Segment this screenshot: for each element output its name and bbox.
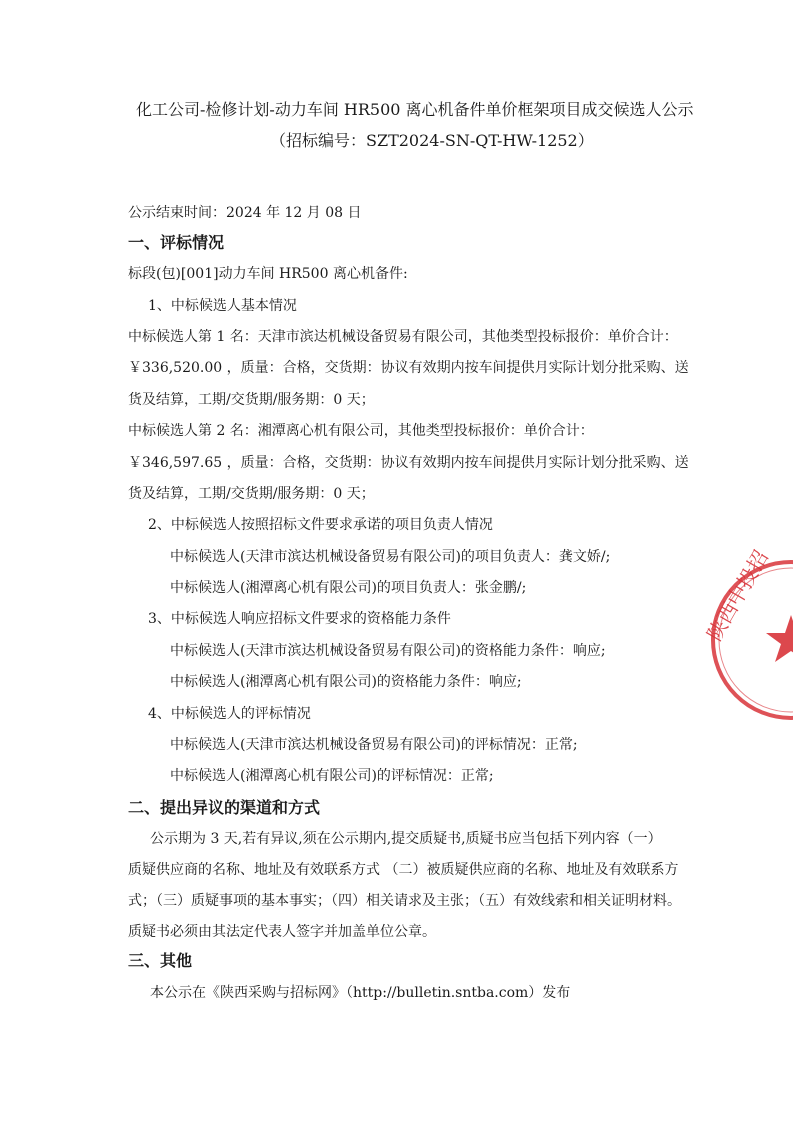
objection-line4: 质疑书必须由其法定代表人签字并加盖单位公章。 xyxy=(128,924,436,940)
bid-number: （招标编号：SZT2024-SN-QT-HW-1252） xyxy=(270,131,594,150)
evaluation-line2: 中标候选人(湘潭离心机有限公司)的评标情况：正常; xyxy=(170,768,494,784)
project-manager-line2: 中标候选人(湘潭离心机有限公司)的项目负责人：张金鹏/; xyxy=(170,580,527,596)
page-title: 化工公司-检修计划-动力车间 HR500 离心机备件单价框架项目成交候选人公示 xyxy=(136,100,694,119)
seal-star-icon xyxy=(766,615,793,662)
objection-line1: 公示期为 3 天,若有异议,须在公示期内,提交质疑书,质疑书应当包括下列内容（一） xyxy=(150,831,662,847)
candidate2-line2: ￥346,597.65 ，质量：合格，交货期：协议有效期内按车间提供月实际计划分批采购、送 xyxy=(128,455,689,471)
section1-heading: 一、评标情况 xyxy=(128,233,225,252)
qualification-line2: 中标候选人(湘潭离心机有限公司)的资格能力条件：响应; xyxy=(170,674,522,690)
section2-heading: 二、提出异议的渠道和方式 xyxy=(128,798,321,817)
section3-heading: 三、其他 xyxy=(128,951,193,970)
lot-label: 标段(包)[001]动力车间 HR500 离心机备件: xyxy=(128,266,408,282)
candidate1-line2: ￥336,520.00 ，质量：合格，交货期：协议有效期内按车间提供月实际计划分批采购、送 xyxy=(128,360,689,376)
subsection3-heading: 3、中标候选人响应招标文件要求的资格能力条件 xyxy=(148,611,451,627)
official-seal xyxy=(702,546,793,725)
subsection2-heading: 2、中标候选人按照招标文件要求承诺的项目负责人情况 xyxy=(148,517,493,533)
qualification-line1: 中标候选人(天津市滨达机械设备贸易有限公司)的资格能力条件：响应; xyxy=(170,643,606,659)
objection-line2: 质疑供应商的名称、地址及有效联系方式 （二）被质疑供应商的名称、地址及有效联系方 xyxy=(128,862,679,878)
candidate1-line3: 货及结算，工期/交货期/服务期：0 天； xyxy=(128,392,375,408)
subsection1-heading: 1、中标候选人基本情况 xyxy=(148,298,297,314)
end-time: 公示结束时间：2024 年 12 月 08 日 xyxy=(128,205,362,221)
seal-text: 陕西中投招 xyxy=(702,546,774,645)
objection-line3: 式；（三）质疑事项的基本事实；（四）相关请求及主张；（五）有效线索和相关证明材料。 xyxy=(128,893,681,909)
candidate2-line1: 中标候选人第 2 名：湘潭离心机有限公司，其他类型投标报价：单价合计： xyxy=(128,423,594,439)
candidate1-line1: 中标候选人第 1 名：天津市滨达机械设备贸易有限公司，其他类型投标报价：单价合计： xyxy=(128,329,678,345)
publication-note: 本公示在《陕西采购与招标网》（http://bulletin.sntba.com）发布 xyxy=(150,985,571,1001)
evaluation-line1: 中标候选人(天津市滨达机械设备贸易有限公司)的评标情况：正常; xyxy=(170,737,578,753)
candidate2-line3: 货及结算，工期/交货期/服务期：0 天； xyxy=(128,486,375,502)
subsection4-heading: 4、中标候选人的评标情况 xyxy=(148,706,311,722)
project-manager-line1: 中标候选人(天津市滨达机械设备贸易有限公司)的项目负责人：龚文娇/; xyxy=(170,549,611,565)
